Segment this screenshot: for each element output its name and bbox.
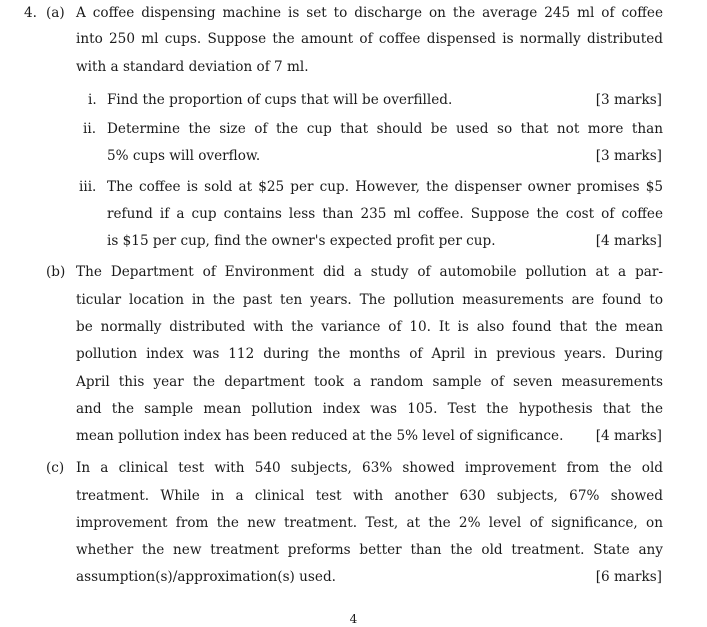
part-c-line-5: assumption(s)/approximation(s) used. <box>76 569 336 585</box>
part-c-line-4: whether the new treatment preforms better than the old treatment. State any <box>76 542 663 558</box>
subpart-iii-marks: [4 marks] <box>595 233 662 249</box>
part-a-line-1: A coffee dispensing machine is set to discharge on the average 245 ml of coffee <box>76 5 663 21</box>
part-c-label: (c) <box>46 460 65 476</box>
part-b-line-7: mean pollution index has been reduced at the 5% level of significance. <box>76 428 564 444</box>
subpart-iii-line-1: The coffee is sold at $25 per cup. However, the dispenser owner promises $5 <box>107 179 663 195</box>
part-b-line-3: be normally distributed with the variance of 10. It is also found that the mean <box>76 319 663 335</box>
part-b-line-1: The Department of Environment did a study of automobile pollution at a par- <box>76 264 663 280</box>
subpart-ii-line-1: Determine the size of the cup that should be used so that not more than <box>107 121 663 137</box>
part-a-label: (a) <box>46 5 65 21</box>
part-c-marks: [6 marks] <box>595 569 662 585</box>
subpart-i-line-1: Find the proportion of cups that will be overfilled. <box>107 92 453 108</box>
question-number: 4. <box>24 5 37 21</box>
subpart-iii-line-2: refund if a cup contains less than 235 ml coffee. Suppose the cost of coffee <box>107 206 663 222</box>
page-number: 4 <box>349 612 358 626</box>
subpart-ii-marks: [3 marks] <box>595 148 662 164</box>
part-b-marks: [4 marks] <box>595 428 662 444</box>
subpart-i-marks: [3 marks] <box>595 92 662 108</box>
part-b-line-4: pollution index was 112 during the months of April in previous years. During <box>76 346 663 362</box>
part-a-line-2: into 250 ml cups. Suppose the amount of coffee dispensed is normally distributed <box>76 31 663 47</box>
part-a-line-3: with a standard deviation of 7 ml. <box>76 59 309 75</box>
part-c-line-2: treatment. While in a clinical test with another 630 subjects, 67% showed <box>76 488 663 504</box>
subpart-iii-line-3: is $15 per cup, find the owner's expected profit per cup. <box>107 233 496 249</box>
subpart-ii-label: ii. <box>83 121 97 137</box>
part-b-line-6: and the sample mean pollution index was 105. Test the hypothesis that the <box>76 401 663 417</box>
subpart-iii-label: iii. <box>79 179 97 195</box>
part-c-line-3: improvement from the new treatment. Test, at the 2% level of significance, on <box>76 515 663 531</box>
subpart-i-label: i. <box>88 92 97 108</box>
part-b-line-2: ticular location in the past ten years. The pollution measurements are found to <box>76 292 663 308</box>
part-c-line-1: In a clinical test with 540 subjects, 63% showed improvement from the old <box>76 460 663 476</box>
part-b-label: (b) <box>46 264 66 280</box>
part-b-line-5: April this year the department took a random sample of seven measurements <box>76 374 663 390</box>
subpart-ii-line-2: 5% cups will overflow. <box>107 148 261 164</box>
